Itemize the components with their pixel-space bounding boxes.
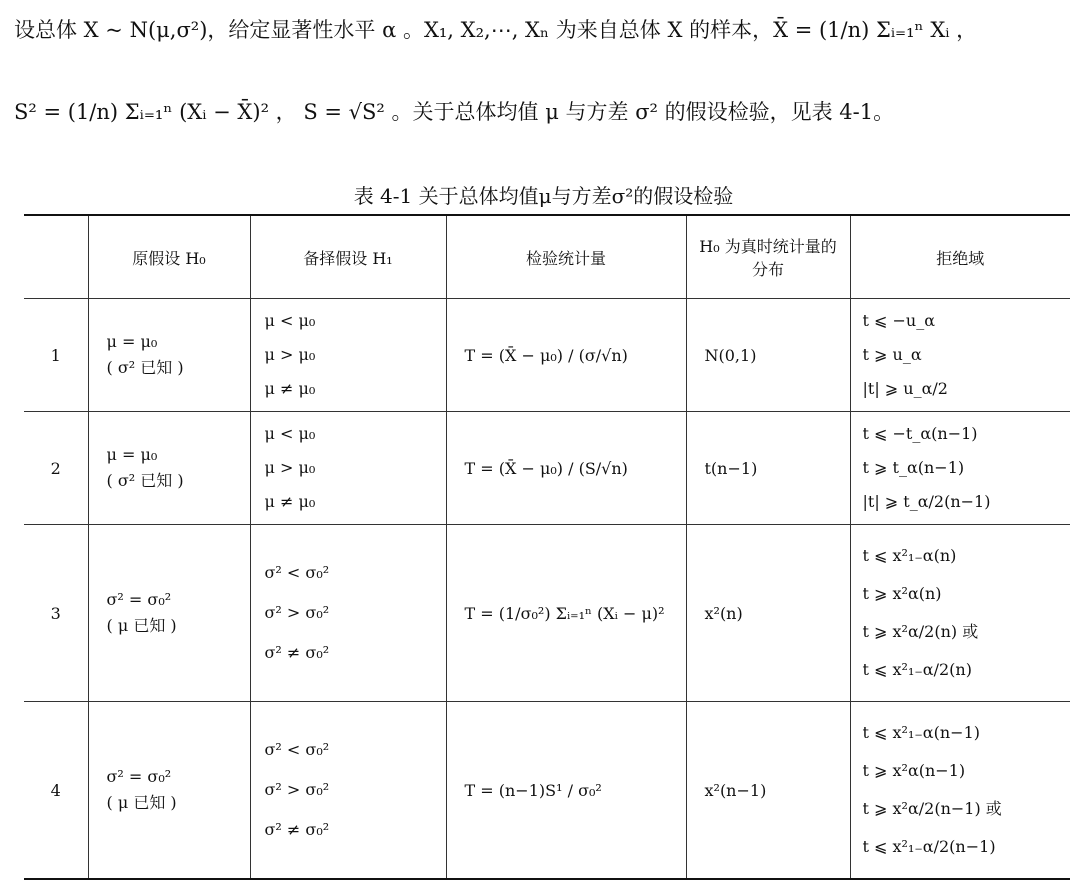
rejection-region: t ⩽ x²₁₋α/2(n) bbox=[862, 660, 972, 679]
alternative-hypothesis: σ² < σ₀² bbox=[264, 740, 330, 759]
rejection-region: t ⩾ x²α/2(n−1) 或 bbox=[862, 799, 1002, 818]
alternative-hypothesis: μ < μ₀ bbox=[264, 424, 316, 443]
rejection-region: t ⩽ x²₁₋α/2(n−1) bbox=[862, 837, 996, 856]
hypothesis-test-table bbox=[24, 214, 1070, 880]
rejection-region: t ⩾ x²α(n−1) bbox=[862, 761, 966, 780]
table-row bbox=[24, 299, 1070, 412]
test-statistic: T = (X̄ − μ₀) / (σ/√n) bbox=[446, 299, 686, 412]
null-hypothesis: μ = μ₀ bbox=[106, 332, 158, 351]
null-hypothesis: σ² = σ₀² bbox=[106, 767, 172, 786]
header-rejection-region: 拒绝域 bbox=[850, 215, 1070, 299]
row-number: 2 bbox=[24, 412, 88, 525]
alternative-hypothesis: μ ≠ μ₀ bbox=[264, 379, 316, 398]
table-caption: 表 4-1 关于总体均值μ与方差σ²的假设检验 bbox=[353, 184, 734, 208]
rejection-region-cell bbox=[850, 299, 1070, 412]
row-number: 3 bbox=[24, 525, 88, 702]
distribution: t(n−1) bbox=[686, 412, 850, 525]
rejection-region: t ⩾ x²α(n) bbox=[862, 584, 942, 603]
null-hypothesis-note: ( μ 已知 ) bbox=[106, 793, 177, 812]
null-hypothesis-cell bbox=[88, 525, 250, 702]
rejection-region: |t| ⩾ t_α/2(n−1) bbox=[862, 492, 991, 511]
rejection-region: t ⩾ x²α/2(n) 或 bbox=[862, 622, 979, 641]
alternative-hypothesis: σ² ≠ σ₀² bbox=[264, 820, 330, 839]
test-statistic: T = (1/σ₀²) Σᵢ₌₁ⁿ (Xᵢ − μ)² bbox=[446, 525, 686, 702]
intro-line-2: S² = (1/n) Σᵢ₌₁ⁿ (Xᵢ − X̄)² ， S = √S² 。关于总体均值 μ 与方差 σ² 的假设检验，见表 4-1。 bbox=[14, 100, 895, 124]
rejection-region: |t| ⩾ u_α/2 bbox=[862, 379, 948, 398]
alternative-hypothesis: σ² < σ₀² bbox=[264, 563, 330, 582]
header-index bbox=[24, 215, 88, 299]
table-row bbox=[24, 525, 1070, 702]
table-header-row bbox=[24, 215, 1070, 299]
alternative-hypothesis-cell bbox=[250, 525, 446, 702]
alternative-hypothesis-cell bbox=[250, 412, 446, 525]
rejection-region-cell bbox=[850, 702, 1070, 880]
rejection-region: t ⩽ −t_α(n−1) bbox=[862, 424, 978, 443]
null-hypothesis: σ² = σ₀² bbox=[106, 590, 172, 609]
header-distribution: H₀ 为真时统计量的分布 bbox=[686, 215, 850, 299]
alternative-hypothesis-cell bbox=[250, 299, 446, 412]
distribution: N(0,1) bbox=[686, 299, 850, 412]
table-row bbox=[24, 412, 1070, 525]
null-hypothesis-note: ( σ² 已知 ) bbox=[106, 358, 184, 377]
intro-line-1: 设总体 X ~ N(μ,σ²)，给定显著性水平 α 。X₁, X₂,⋯, Xₙ 为来自总体 X 的样本，X̄ = (1/n) Σᵢ₌₁ⁿ Xᵢ ， bbox=[14, 18, 978, 42]
header-null-hypothesis: 原假设 H₀ bbox=[88, 215, 250, 299]
null-hypothesis-cell bbox=[88, 412, 250, 525]
rejection-region: t ⩾ t_α(n−1) bbox=[862, 458, 965, 477]
rejection-region-cell bbox=[850, 412, 1070, 525]
null-hypothesis-cell bbox=[88, 299, 250, 412]
alternative-hypothesis: μ > μ₀ bbox=[264, 345, 316, 364]
rejection-region-cell bbox=[850, 525, 1070, 702]
alternative-hypothesis: σ² > σ₀² bbox=[264, 603, 330, 622]
rejection-region: t ⩽ x²₁₋α(n) bbox=[862, 546, 957, 565]
test-statistic: T = (X̄ − μ₀) / (S/√n) bbox=[446, 412, 686, 525]
row-number: 1 bbox=[24, 299, 88, 412]
null-hypothesis-note: ( σ² 已知 ) bbox=[106, 471, 184, 490]
test-statistic: T = (n−1)S¹ / σ₀² bbox=[446, 702, 686, 880]
rejection-region: t ⩾ u_α bbox=[862, 345, 922, 364]
null-hypothesis-cell bbox=[88, 702, 250, 880]
table-row bbox=[24, 702, 1070, 880]
alternative-hypothesis: σ² > σ₀² bbox=[264, 780, 330, 799]
row-number: 4 bbox=[24, 702, 88, 880]
rejection-region: t ⩽ x²₁₋α(n−1) bbox=[862, 723, 980, 742]
header-alternative-hypothesis: 备择假设 H₁ bbox=[250, 215, 446, 299]
header-test-statistic: 检验统计量 bbox=[446, 215, 686, 299]
distribution: x²(n) bbox=[686, 525, 850, 702]
alternative-hypothesis: μ > μ₀ bbox=[264, 458, 316, 477]
rejection-region: t ⩽ −u_α bbox=[862, 311, 936, 330]
alternative-hypothesis: σ² ≠ σ₀² bbox=[264, 643, 330, 662]
null-hypothesis: μ = μ₀ bbox=[106, 445, 158, 464]
null-hypothesis-note: ( μ 已知 ) bbox=[106, 616, 177, 635]
alternative-hypothesis-cell bbox=[250, 702, 446, 880]
distribution: x²(n−1) bbox=[686, 702, 850, 880]
alternative-hypothesis: μ ≠ μ₀ bbox=[264, 492, 316, 511]
alternative-hypothesis: μ < μ₀ bbox=[264, 311, 316, 330]
